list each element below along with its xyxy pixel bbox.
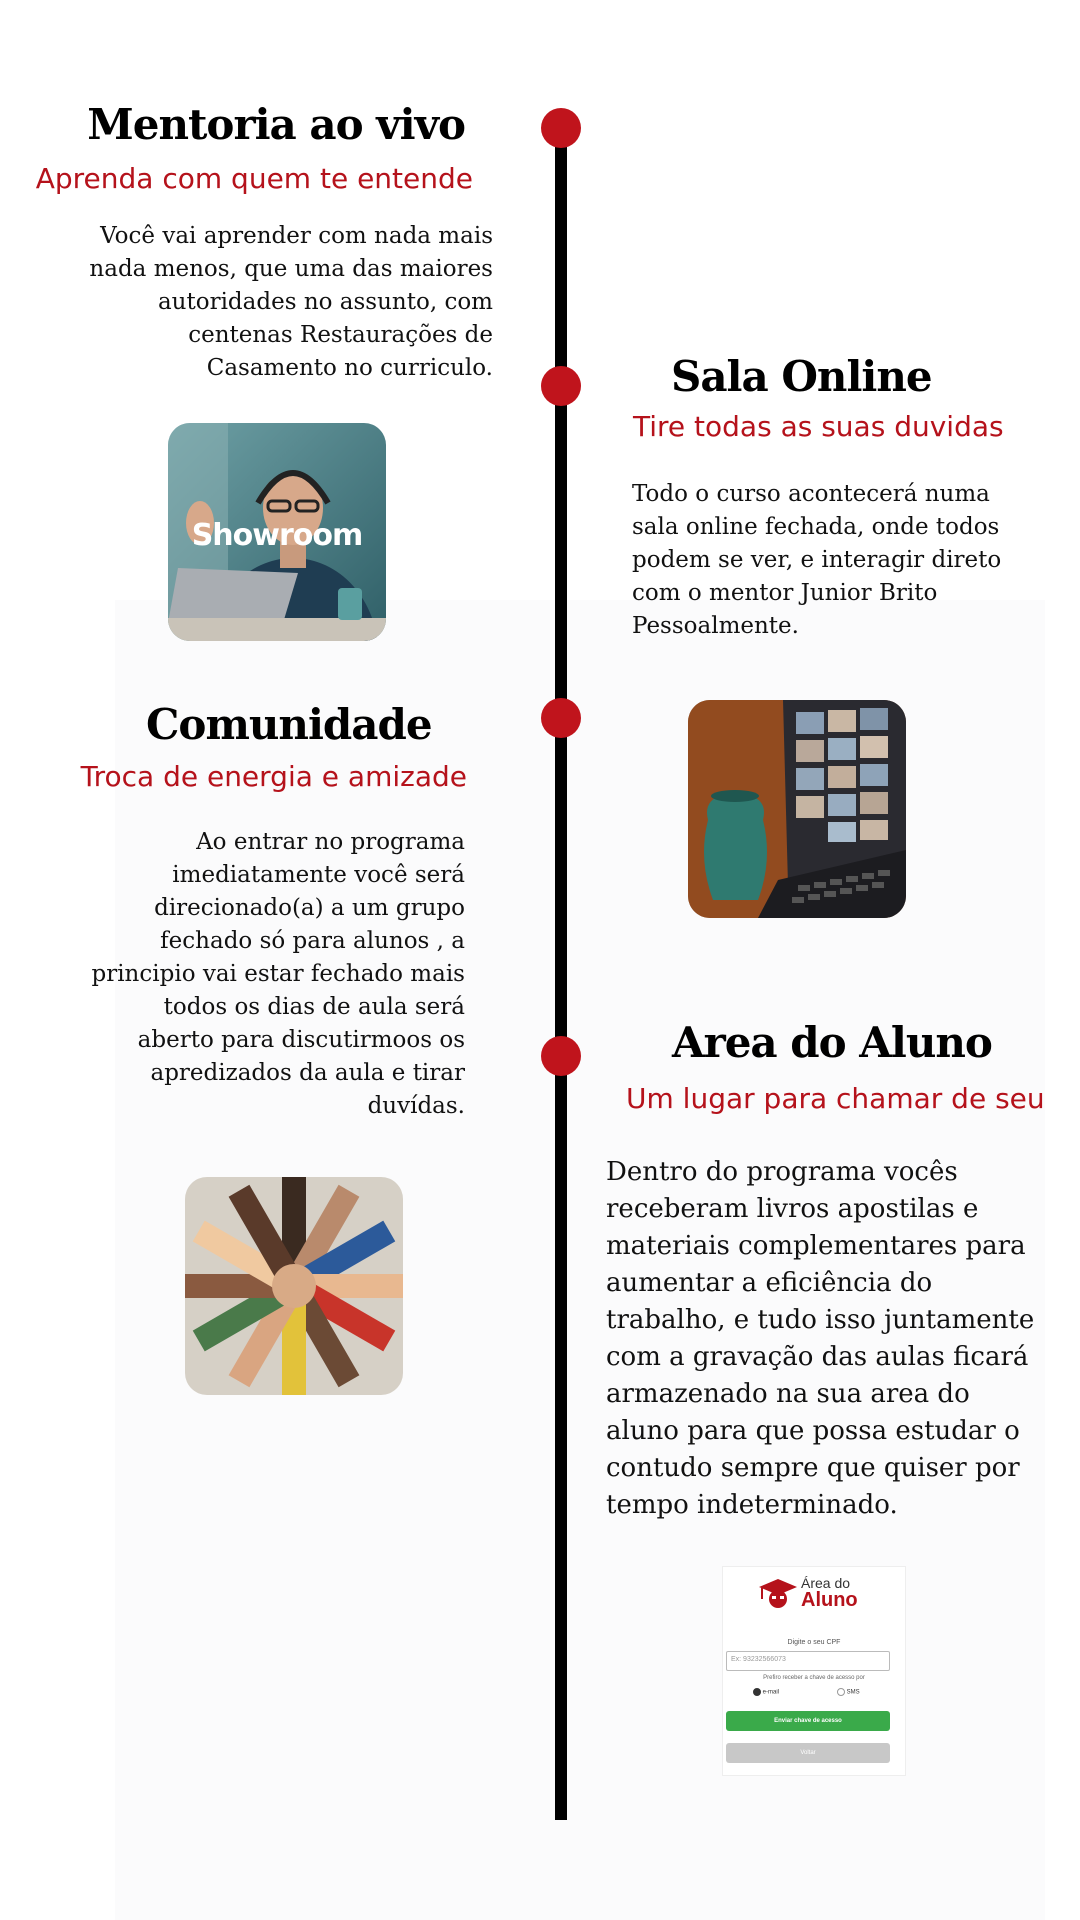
section-body-comunidade: Ao entrar no programa imediatamente você será direcionado(a) a um grupo fechado só para alunos , a principio vai estar fechado mais todos os dias de aula será aberto para discutirmoos os apredizados da aula e tirar duvídas. bbox=[91, 829, 465, 1119]
section-subtitle-area-aluno: Um lugar para chamar de seu bbox=[626, 1082, 1045, 1115]
radio-sms-icon bbox=[837, 1688, 845, 1696]
login-logo-line2: Aluno bbox=[801, 1589, 858, 1611]
section-title-comunidade: Comunidade bbox=[146, 700, 432, 749]
timeline-dot-4 bbox=[541, 1036, 581, 1076]
cpf-placeholder: Ex: 93232566073 bbox=[731, 1656, 786, 1663]
image-sala-online bbox=[688, 700, 906, 918]
timeline-dot-3 bbox=[541, 698, 581, 738]
radio-sms[interactable] bbox=[837, 1688, 860, 1696]
radio-email-icon bbox=[753, 1688, 761, 1696]
section-title-mentoria: Mentoria ao vivo bbox=[87, 100, 465, 149]
pref-label: Prefiro receber a chave de acesso por bbox=[763, 1675, 865, 1681]
section-body-area-aluno: Dentro do programa vocês receberam livros apostilas e materiais complementares para aumentar a eficiência do trabalho, e tudo isso juntamente com a gravação das aulas ficará armazenado na sua area do aluno para que possa estudar o contudo sempre que quiser por tempo indeterminado. bbox=[606, 1157, 1035, 1520]
section-subtitle-mentoria: Aprenda com quem te entende bbox=[35, 162, 473, 195]
cpf-input[interactable] bbox=[726, 1651, 890, 1671]
back-button[interactable]: Voltar bbox=[726, 1743, 890, 1763]
radio-email-label: e-mail bbox=[762, 1689, 780, 1696]
showroom-caption: Showroom bbox=[191, 518, 363, 553]
section-body-sala-online: Todo o curso acontecerá numa sala online fechada, onde todos podem se ver, e interagir direto com o mentor Junior Brito Pessoalmente. bbox=[632, 481, 1002, 639]
login-mock bbox=[722, 1566, 906, 1776]
section-title-sala-online: Sala Online bbox=[671, 352, 932, 401]
section-body-mentoria: Você vai aprender com nada mais nada menos, que uma das maiores autoridades no assunto, com centenas Restaurações de Casamento no curriculo. bbox=[89, 223, 493, 381]
image-comunidade bbox=[185, 1177, 403, 1395]
radio-sms-label: SMS bbox=[846, 1689, 860, 1696]
send-key-button[interactable]: Enviar chave de acesso bbox=[726, 1711, 890, 1731]
section-subtitle-sala-online: Tire todas as suas duvidas bbox=[633, 410, 1004, 443]
image-mentoria bbox=[168, 423, 386, 641]
radio-email[interactable] bbox=[753, 1688, 779, 1696]
timeline-dot-2 bbox=[541, 366, 581, 406]
login-logo-line1: Área do bbox=[801, 1575, 851, 1591]
graduation-cap-icon bbox=[757, 1577, 799, 1613]
cpf-label: Digite o seu CPF bbox=[787, 1639, 841, 1646]
section-subtitle-comunidade: Troca de energia e amizade bbox=[80, 760, 467, 793]
section-title-area-aluno: Area do Aluno bbox=[672, 1018, 992, 1067]
timeline-dot-1 bbox=[541, 108, 581, 148]
